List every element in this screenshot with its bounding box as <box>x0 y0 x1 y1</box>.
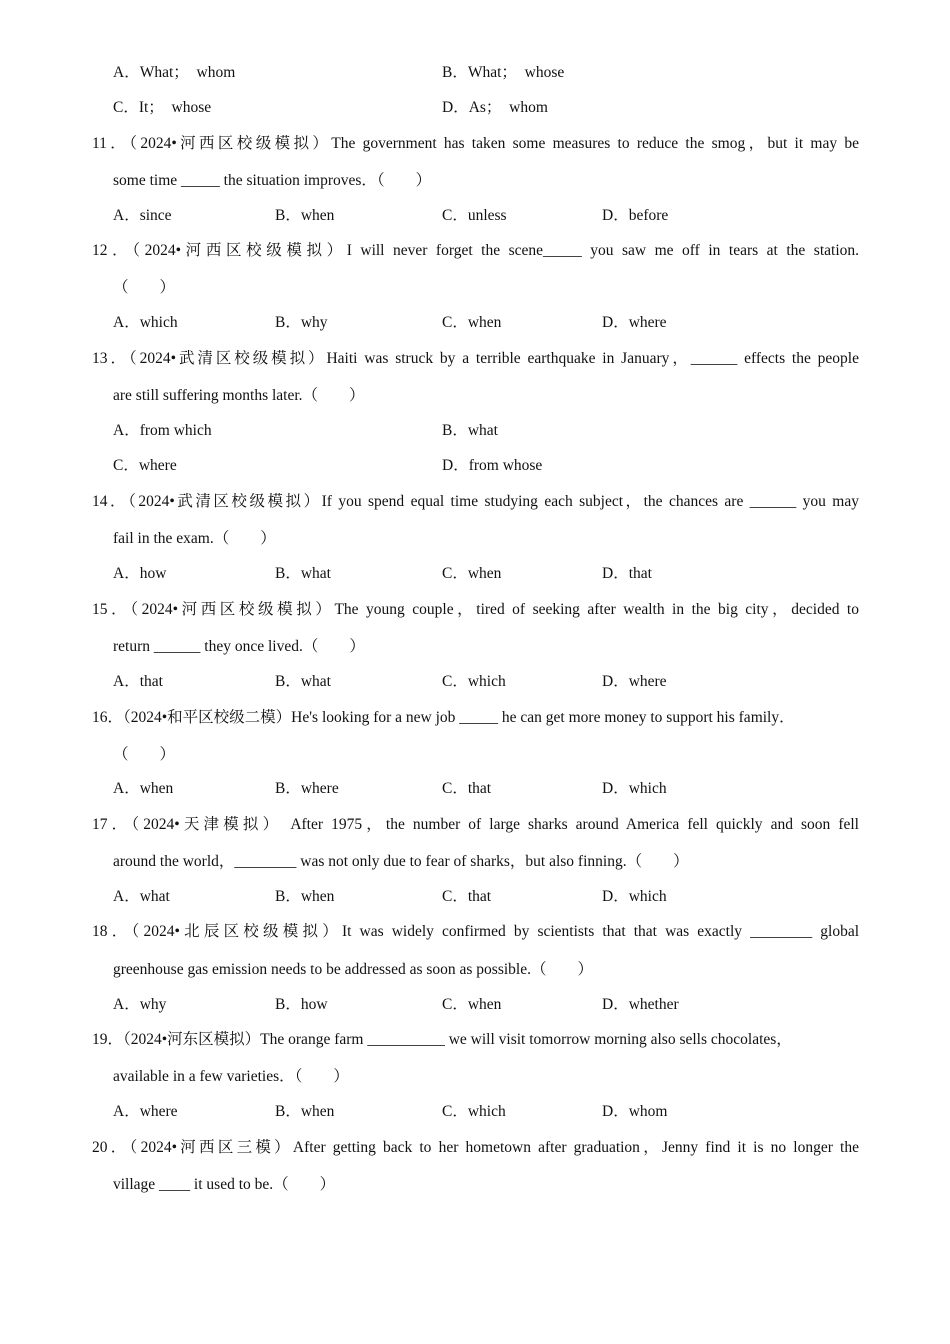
option-d: D．which <box>602 780 667 797</box>
option-d: D．whom <box>602 1103 668 1120</box>
option-b: B．how <box>275 996 328 1013</box>
question-stem-continued: around the world，________ was not only due to fear of sharks，but also finning.（ ） <box>113 853 689 870</box>
question-stem: 17．（2024•天津模拟） After 1975，the number of large sharks around America fell quickly and soon fell <box>92 816 859 833</box>
option-b: B．what <box>275 565 331 582</box>
option-d: D．before <box>602 207 669 224</box>
answer-blank-parentheses: （ ） <box>113 279 176 296</box>
option-b: B．why <box>275 314 328 331</box>
option-a: A．when <box>113 780 174 797</box>
option-b: B．when <box>275 207 335 224</box>
option-c: C．It； whose <box>113 99 212 116</box>
question-stem-continued: available in a few varieties．（ ） <box>113 1068 349 1085</box>
option-b: B．when <box>275 888 335 905</box>
question-stem-continued: greenhouse gas emission needs to be addressed as soon as possible.（ ） <box>113 961 593 978</box>
option-c: C．which <box>442 673 506 690</box>
option-d: D．where <box>602 314 667 331</box>
question-stem-continued: return ______ they once lived.（ ） <box>113 638 365 655</box>
answer-blank-parentheses: （ ） <box>113 746 176 763</box>
question-stem: 14．（2024•武清区校级模拟）If you spend equal time studying each subject，the chances are ______ you may <box>92 493 859 510</box>
option-b: B．where <box>275 780 339 797</box>
question-stem-continued: are still suffering months later.（ ） <box>113 387 365 404</box>
option-d: D．whether <box>602 996 679 1013</box>
option-a: A．from which <box>113 422 212 439</box>
option-a: A．that <box>113 673 163 690</box>
option-c: C．which <box>442 1103 506 1120</box>
option-c: C．when <box>442 565 502 582</box>
option-c: C．when <box>442 314 502 331</box>
option-a: A．What； whom <box>113 64 236 81</box>
option-c: C．when <box>442 996 502 1013</box>
question-stem: 11．（2024•河西区校级模拟）The government has taken some measures to reduce the smog，but it may be <box>92 135 859 152</box>
question-stem-continued: village ____ it used to be.（ ） <box>113 1176 336 1193</box>
question-stem-continued: some time _____ the situation improves．（ ） <box>113 172 432 189</box>
option-c: C．unless <box>442 207 507 224</box>
question-stem: 12．（2024•河西区校级模拟）I will never forget the scene_____ you saw me off in tears at the station. <box>92 242 859 259</box>
question-stem-continued: fail in the exam.（ ） <box>113 530 276 547</box>
option-a: A．why <box>113 996 167 1013</box>
question-stem: 15．（2024•河西区校级模拟）The young couple，tired of seeking after wealth in the big city，decided to <box>92 601 859 618</box>
option-c: C．that <box>442 888 492 905</box>
option-d: D．where <box>602 673 667 690</box>
option-d: D．that <box>602 565 652 582</box>
option-b: B．when <box>275 1103 335 1120</box>
option-a: A．since <box>113 207 172 224</box>
option-a: A．what <box>113 888 170 905</box>
option-b: B．what <box>442 422 498 439</box>
question-stem: 20．（2024•河西区三模）After getting back to her hometown after graduation，Jenny find it is no longer the <box>92 1139 859 1156</box>
option-a: A．how <box>113 565 167 582</box>
option-d: D．As； whom <box>442 99 548 116</box>
question-stem: 16．（2024•和平区校级二模）He's looking for a new job _____ he can get more money to support his family． <box>92 709 795 726</box>
option-c: C．where <box>113 457 177 474</box>
option-b: B．What； whose <box>442 64 565 81</box>
option-c: C．that <box>442 780 492 797</box>
question-stem: 18．（2024•北辰区校级模拟）It was widely confirmed by scientists that that was exactly ________ global <box>92 923 859 940</box>
option-a: A．where <box>113 1103 178 1120</box>
option-a: A．which <box>113 314 178 331</box>
option-d: D．which <box>602 888 667 905</box>
option-d: D．from whose <box>442 457 543 474</box>
option-b: B．what <box>275 673 331 690</box>
question-stem: 19．（2024•河东区模拟）The orange farm __________ we will visit tomorrow morning also sells chocolates， <box>92 1031 792 1048</box>
question-stem: 13．（2024•武清区校级模拟）Haiti was struck by a terrible earthquake in January，______ effects the people <box>92 350 859 367</box>
